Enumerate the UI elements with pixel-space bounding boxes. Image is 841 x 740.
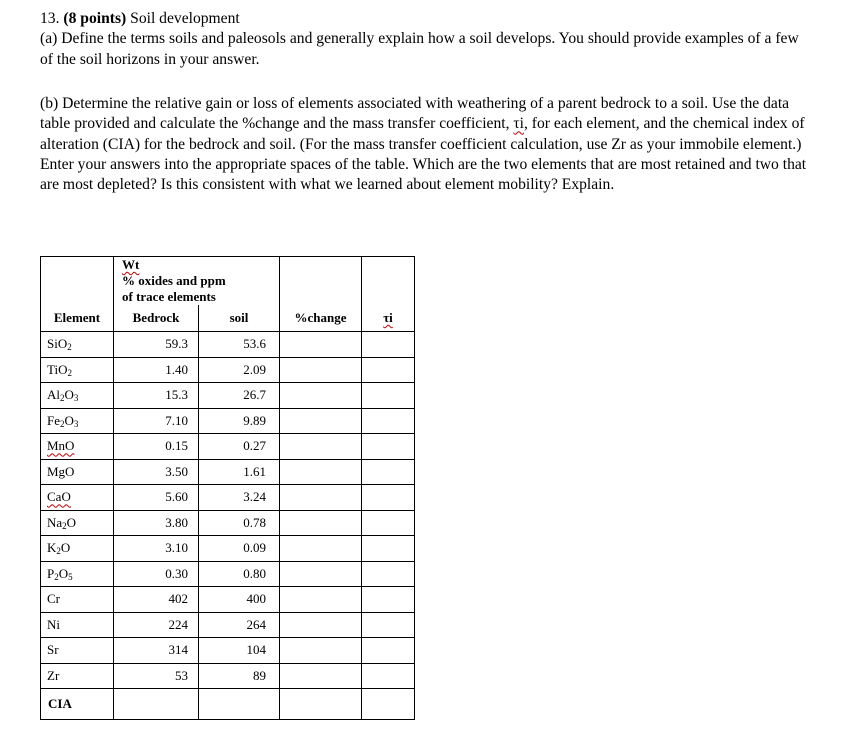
soil-value: 264 <box>199 612 280 638</box>
change-answer-cell[interactable] <box>280 536 362 562</box>
bedrock-value: 3.10 <box>114 536 199 562</box>
tau-answer-cell[interactable] <box>362 510 415 536</box>
question-topic: Soil development <box>130 10 240 27</box>
cia-change-cell[interactable] <box>280 689 362 720</box>
cia-soil-cell[interactable] <box>199 689 280 720</box>
element-name: MnO <box>47 438 75 454</box>
bedrock-value: 0.15 <box>114 434 199 460</box>
tau-answer-cell[interactable] <box>362 408 415 434</box>
change-answer-cell[interactable] <box>280 408 362 434</box>
bedrock-value: 402 <box>114 587 199 613</box>
question-title <box>40 9 810 29</box>
change-answer-cell[interactable] <box>280 587 362 613</box>
tau-answer-cell[interactable] <box>362 536 415 562</box>
col-header-change: %change <box>280 305 362 332</box>
element-name: TiO$_2$ <box>47 361 72 378</box>
bedrock-value: 5.60 <box>114 485 199 511</box>
change-answer-cell[interactable] <box>280 459 362 485</box>
table-row <box>41 459 415 485</box>
tau-answer-cell[interactable] <box>362 663 415 689</box>
header-cell-blank <box>41 257 114 306</box>
group-header <box>114 257 280 306</box>
table-row <box>41 663 415 689</box>
element-cell <box>41 638 114 664</box>
table-row <box>41 510 415 536</box>
soil-value: 104 <box>199 638 280 664</box>
tau-answer-cell[interactable] <box>362 357 415 383</box>
bedrock-value: 314 <box>114 638 199 664</box>
element-name: Cr <box>47 591 60 607</box>
soil-value: 3.24 <box>199 485 280 511</box>
change-answer-cell[interactable] <box>280 663 362 689</box>
element-name: SiO$_2$ <box>47 336 72 353</box>
col-header-soil: soil <box>199 305 280 332</box>
change-answer-cell[interactable] <box>280 612 362 638</box>
element-cell <box>41 408 114 434</box>
data-table <box>40 256 415 720</box>
element-name: $K_2O$ <box>47 540 71 557</box>
tau-symbol: τi <box>513 115 524 133</box>
element-name: Sr <box>47 642 59 658</box>
element-cell <box>41 485 114 511</box>
element-cell <box>41 612 114 638</box>
change-answer-cell[interactable] <box>280 561 362 587</box>
element-cell <box>41 536 114 562</box>
group-header-line2: of trace elements <box>122 289 216 304</box>
bedrock-value: 3.80 <box>114 510 199 536</box>
element-cell <box>41 434 114 460</box>
tau-answer-cell[interactable] <box>362 332 415 358</box>
col-header-tau <box>362 305 415 332</box>
element-name: $P_2O_5$ <box>47 565 73 582</box>
bedrock-value: 53 <box>114 663 199 689</box>
bedrock-value: 3.50 <box>114 459 199 485</box>
question-points: (8 points) <box>63 10 127 27</box>
element-name: CaO <box>47 489 71 505</box>
question-number: 13. <box>40 10 60 27</box>
tau-answer-cell[interactable] <box>362 485 415 511</box>
element-name: $Al_2O_3$ <box>47 387 79 404</box>
table-row <box>41 612 415 638</box>
change-answer-cell[interactable] <box>280 434 362 460</box>
header-cell-blank <box>280 257 362 306</box>
table-header-top <box>41 257 415 306</box>
part-a-text: (a) Define the terms soils and paleosols and generally explain how a soil develops. You should provide examples of a few of the soil horizons in your answer. <box>40 30 799 68</box>
part-b-block <box>40 94 810 195</box>
table-row <box>41 587 415 613</box>
soil-value: 53.6 <box>199 332 280 358</box>
soil-value: 0.27 <box>199 434 280 460</box>
cia-bedrock-cell[interactable] <box>114 689 199 720</box>
table-row <box>41 561 415 587</box>
cia-row <box>41 689 415 720</box>
change-answer-cell[interactable] <box>280 638 362 664</box>
table-row <box>41 434 415 460</box>
group-header-wt: Wt <box>122 257 140 272</box>
element-cell <box>41 459 114 485</box>
cia-label: CIA <box>41 689 114 720</box>
soil-value: 400 <box>199 587 280 613</box>
soil-value: 26.7 <box>199 383 280 409</box>
group-header-line1: % oxides and ppm <box>122 273 226 288</box>
tau-answer-cell[interactable] <box>362 459 415 485</box>
soil-value: 0.09 <box>199 536 280 562</box>
soil-value: 2.09 <box>199 357 280 383</box>
change-answer-cell[interactable] <box>280 485 362 511</box>
table-row <box>41 485 415 511</box>
bedrock-value: 224 <box>114 612 199 638</box>
col-header-tau-label: τi <box>383 310 393 325</box>
tau-answer-cell[interactable] <box>362 612 415 638</box>
tau-answer-cell[interactable] <box>362 561 415 587</box>
change-answer-cell[interactable] <box>280 332 362 358</box>
element-cell <box>41 587 114 613</box>
part-b-text-1: (b) Determine the relative gain or loss of elements associated with weathering of a parent bedrock to a soil. Use the data table provided and calculate the %change and the mass transfer coefficient, <box>40 95 790 133</box>
part-b-text-2: , for each element, and the chemical index of alteration (CIA) for the bedrock and soil. (For the mass transfer coefficient calculation, use Zr as your immobile element.) Enter your answers into the appropriate spaces of the table. Which are the two elements that are most retained and two that are most depleted? Is this consistent with what we learned about element mobility? Explain. <box>40 115 807 194</box>
soil-value: 0.80 <box>199 561 280 587</box>
table-row <box>41 357 415 383</box>
element-cell <box>41 332 114 358</box>
tau-answer-cell[interactable] <box>362 587 415 613</box>
soil-value: 9.89 <box>199 408 280 434</box>
bedrock-value: 15.3 <box>114 383 199 409</box>
bedrock-value: 1.40 <box>114 357 199 383</box>
cia-tau-cell[interactable] <box>362 689 415 720</box>
table-row <box>41 638 415 664</box>
table-row <box>41 332 415 358</box>
tau-answer-cell[interactable] <box>362 434 415 460</box>
table-row <box>41 408 415 434</box>
element-cell <box>41 510 114 536</box>
element-cell <box>41 663 114 689</box>
soil-value: 1.61 <box>199 459 280 485</box>
change-answer-cell[interactable] <box>280 357 362 383</box>
element-cell <box>41 357 114 383</box>
table-row <box>41 383 415 409</box>
question-block <box>40 9 810 70</box>
element-name: $Na_2O$ <box>47 514 77 531</box>
bedrock-value: 7.10 <box>114 408 199 434</box>
header-cell-blank <box>362 257 415 306</box>
part-b-text <box>40 94 810 195</box>
soil-value: 0.78 <box>199 510 280 536</box>
tau-answer-cell[interactable] <box>362 638 415 664</box>
element-name: Ni <box>47 616 60 632</box>
tau-answer-cell[interactable] <box>362 383 415 409</box>
bedrock-value: 59.3 <box>114 332 199 358</box>
element-cell <box>41 561 114 587</box>
soil-value: 89 <box>199 663 280 689</box>
element-name: Zr <box>47 667 60 683</box>
bedrock-value: 0.30 <box>114 561 199 587</box>
col-header-bedrock: Bedrock <box>114 305 199 332</box>
col-header-element: Element <box>41 305 114 332</box>
change-answer-cell[interactable] <box>280 383 362 409</box>
element-name: $Fe_2O_3$ <box>47 412 79 429</box>
table-row <box>41 536 415 562</box>
element-cell <box>41 383 114 409</box>
change-answer-cell[interactable] <box>280 510 362 536</box>
element-name: MgO <box>47 463 75 479</box>
table-header-row <box>41 305 415 332</box>
